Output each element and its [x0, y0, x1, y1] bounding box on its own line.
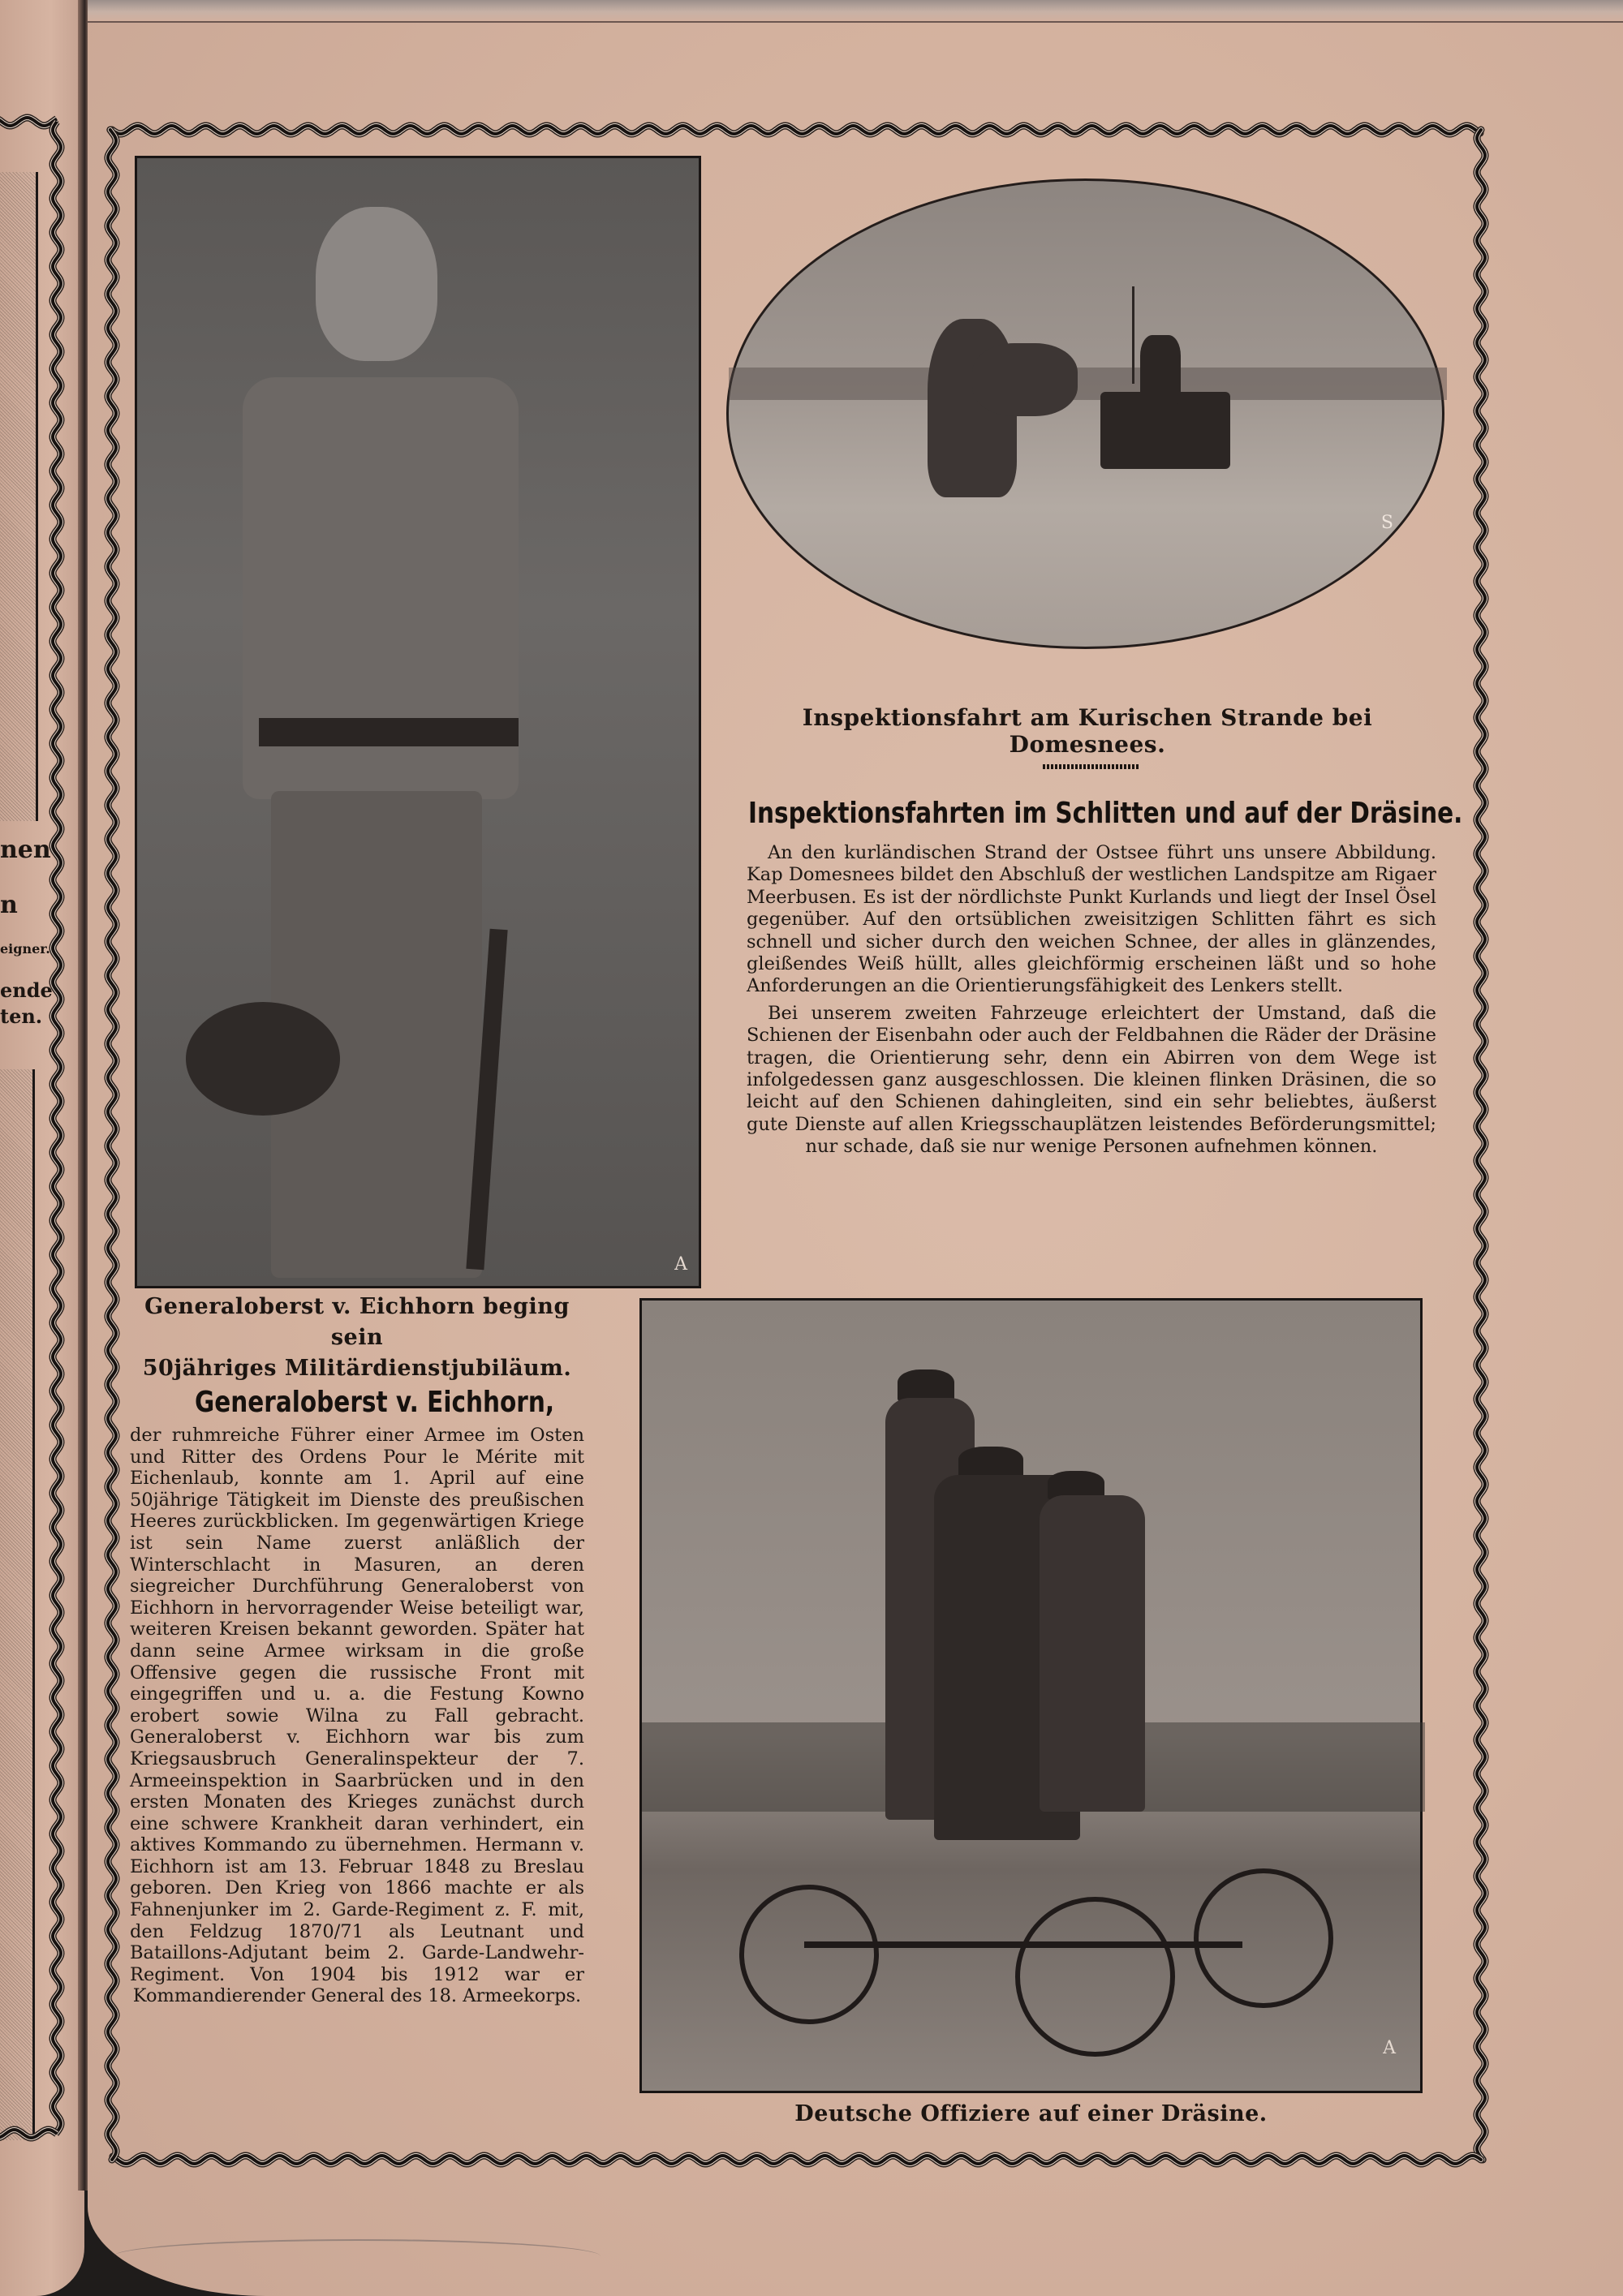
draisine-wheel — [1194, 1868, 1333, 2008]
left-page-text-fragment: eigner. — [0, 941, 50, 957]
draisine-frame — [804, 1941, 1242, 1948]
oval-photo-sleigh — [726, 178, 1444, 649]
headline-eichhorn: Generaloberst v. Eichhorn, — [195, 1386, 555, 1419]
article-body-eichhorn — [130, 1425, 584, 2007]
headline-inspektionsfahrten: Inspektionsfahrten im Schlitten und auf der Dräsine. — [748, 797, 1463, 830]
left-page-photo-fragment — [0, 1069, 35, 2140]
article-paragraph: der ruhmreiche Führer einer Armee im Osten und Ritter des Ordens Pour le Mérite mit Eichenlaub, konnte am 1. April auf eine 50jährige Tätigkeit im Dienste des preußischen Heeres zurückblicken. Im gegenwärtigen Kriege ist sein Name zuerst anläßlich der Winterschlacht in Masuren, an deren siegreicher Durchführung Generaloberst von Eichhorn in hervorragender Weise beteiligt war, weiteren Kreisen bekannt geworden. Später hat dann seine Armee wirksam in die große Offensive gegen die russische Front mit eingegriffen und u. a. die Festung Kowno erobert sowie Wilna zu Fall gebracht. Generaloberst v. Eichhorn war bis zum Kriegsausbruch Generalinspekteur der 7. Armeeinspektion in Saarbrücken und in den ersten Monaten des Krieges zunächst durch eine schwere Krankheit daran verhindert, ein aktives Kommando zu übernehmen. Hermann v. Eichhorn ist am 13. Februar 1848 zu Breslau geboren. Den Krieg von 1866 machte er als Fahnenjunker im 2. Garde-Regiment z. F. mit, den Feldzug 1870/71 als Leutnant und Bataillons-Adjutant beim 2. Garde-Landwehr-Regiment. Von 1904 bis 1912 war er Kommandierender General des 18. Armeekorps. — [130, 1425, 584, 2007]
article-body-inspektionsfahrten — [747, 842, 1436, 1159]
draisine-wheel — [739, 1885, 879, 2024]
draisine-wheel — [1015, 1897, 1175, 2057]
belt-shape — [259, 718, 519, 746]
officer-seated-shape — [1040, 1495, 1145, 1812]
left-page-photo-fragment — [0, 172, 38, 821]
left-page-text-fragment: nen — [0, 836, 51, 864]
article-paragraph: An den kurländischen Strand der Ostsee führt uns unsere Abbildung. Kap Domesnees bildet den Abschluß der westlichen Landspitze am Rigaer Meerbusen. Es ist der nördlichste Punkt Kurlands und liegt der Insel Ösel gegenüber. Auf den ortsüblichen zweisitzigen Schlitten fährt es sich schnell und sicher durch den weichen Schnee, der alles in glänzendes, gleißendes Weiß hüllt, alles gleichförmig erscheinen läßt und so hohe Anforderungen an die Orientierungsfähigkeit des Lenkers stellt. — [747, 842, 1436, 997]
horizon-sea-band — [729, 368, 1447, 400]
page-top-edge — [88, 0, 1623, 23]
cap-in-hand-shape — [186, 1002, 340, 1116]
caption-line: Generaloberst v. Eichhorn beging sein — [144, 1294, 570, 1350]
horse-body-shape — [972, 343, 1078, 416]
portrait-photo-eichhorn — [135, 156, 701, 1288]
photographer-monogram: A — [1383, 2038, 1396, 2058]
photo-officers-on-draisine — [639, 1298, 1423, 2093]
photographer-monogram: A — [674, 1254, 687, 1275]
left-page-text-fragment: n — [0, 891, 18, 919]
left-page-text-fragment: ende — [0, 978, 53, 1002]
article-paragraph: Bei unserem zweiten Fahrzeuge erleichtert der Umstand, daß die Schienen der Eisenbahn oder auch der Feldbahnen die Räder der Dräsine tragen, die Orientierung sehr, denn ein Abirren von dem Wege ist infolgedessen ganz ausgeschlossen. Die kleinen flinken Dräsinen, die so leicht auf den Schienen dahingleiten, sind ein sehr beliebtes, äußerst gute Dienste auf allen Kriegsschauplätzen leistendes Beförderungsmittel; nur schade, daß sie nur wenige Personen aufnehmen können. — [747, 1002, 1436, 1158]
water-stain — [114, 2239, 601, 2273]
officer-cap-shape — [898, 1369, 954, 1402]
officer-cap-shape — [958, 1447, 1023, 1479]
dotted-divider — [1043, 764, 1140, 769]
photographer-monogram: S — [1380, 513, 1393, 533]
driver-shape — [1140, 335, 1181, 404]
whip-shape — [1132, 286, 1134, 384]
head-shape — [316, 207, 437, 361]
caption-eichhorn-portrait — [130, 1292, 584, 1384]
left-page-text-fragment: ten. — [0, 1004, 43, 1028]
caption-line: 50jähriges Militärdienstjubiläum. — [142, 1356, 572, 1381]
caption-draisine: Deutsche Offiziere auf einer Dräsine. — [794, 2101, 1268, 2126]
caption-sleigh: Inspektionsfahrt am Kurischen Strande bei Domesnees. — [802, 704, 1373, 758]
